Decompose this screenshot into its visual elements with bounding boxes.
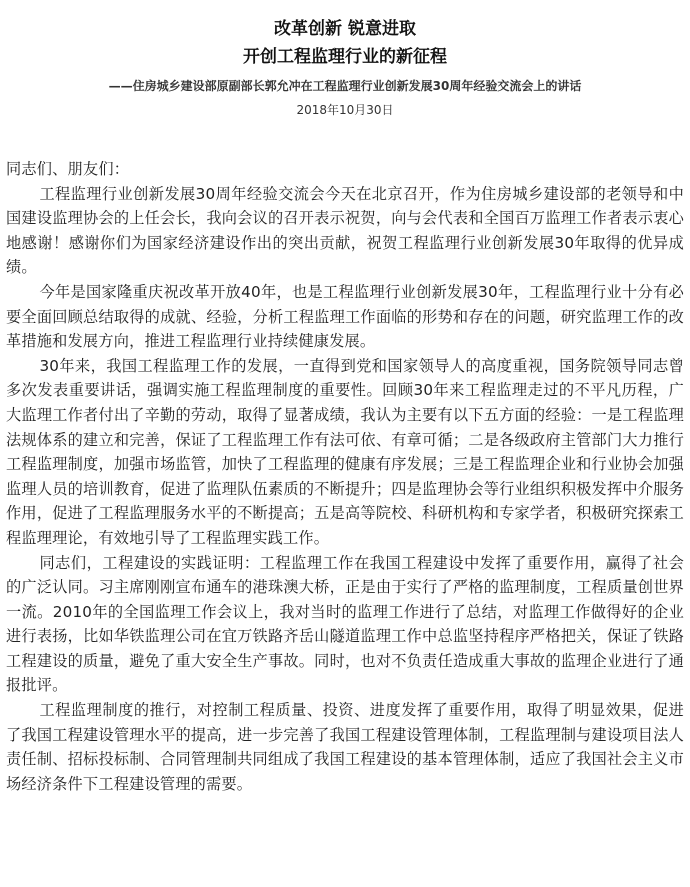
article-title-line-1: 改革创新 锐意进取	[274, 19, 416, 39]
article-date: 2018年10月30日	[296, 103, 394, 117]
article-subtitle: ——住房城乡建设部原副部长郭允冲在工程监理行业创新发展30周年经验交流会上的讲话	[108, 79, 582, 93]
paragraph-2: 今年是国家隆重庆祝改革开放40年，也是工程监理行业创新发展30年，工程监理行业十分有必要全面回顾总结取得的成就、经验，分析工程监理工作面临的形势和存在的问题，研究监理工作的改革措施和发展方向，推进工程监理行业持续健康发展。	[6, 282, 684, 351]
paragraph-5: 工程监理制度的推行，对控制工程质量、投资、进度发挥了重要作用，取得了明显效果，促进了我国工程建设管理水平的提高，进一步完善了我国工程建设管理体制，工程监理制与建设项目法人责任制、招标投标制、合同管理制共同组成了我国工程建设的基本管理体制，适应了我国社会主义市场经济条件下工程建设管理的需要。	[6, 701, 684, 793]
paragraph-4: 同志们，工程建设的实践证明：工程监理工作在我国工程建设中发挥了重要作用，赢得了社会的广泛认同。习主席刚刚宣布通车的港珠澳大桥，正是由于实行了严格的监理制度，工程质量创世界一流。2010年的全国监理工作会议上，我对当时的监理工作进行了总结，对监理工作做得好的企业进行表扬，比如华铁监理公司在宜万铁路齐岳山隧道监理工作中总监坚持程序严格把关，保证了铁路工程建设的质量，避免了重大安全生产事故。同时，也对不负责任造成重大事故的监理企业进行了通报批评。	[6, 553, 684, 695]
article-body	[6, 157, 684, 796]
paragraph-3: 30年来，我国工程监理工作的发展，一直得到党和国家领导人的高度重视，国务院领导同志曾多次发表重要讲话，强调实施工程监理制度的重要性。回顾30年来工程监理走过的不平凡历程，广大监理工作者付出了辛勤的劳动，取得了显著成绩，我认为主要有以下五方面的经验：一是工程监理法规体系的建立和完善，保证了工程监理工作有法可依、有章可循；二是各级政府主管部门大力推行工程监理制度，加强市场监管，加快了工程监理的健康有序发展；三是工程监理企业和行业协会加强监理人员的培训教育，促进了监理队伍素质的不断提升；四是监理协会等行业组织积极发挥中介服务作用，促进了工程监理服务水平的不断提高；五是高等院校、科研机构和专家学者，积极研究探索工程监理理论，有效地引导了工程监理实践工作。	[6, 356, 684, 547]
greeting: 同志们、朋友们：	[6, 160, 130, 178]
article-title-line-2: 开创工程监理行业的新征程	[243, 47, 447, 67]
paragraph-1: 工程监理行业创新发展30周年经验交流会今天在北京召开，作为住房城乡建设部的老领导和中国建设监理协会的上任会长，我向会议的召开表示祝贺，向与会代表和全国百万监理工作者表示衷心地感谢！感谢你们为国家经济建设作出的突出贡献，祝贺工程监理行业创新发展30年取得的优异成绩。	[6, 184, 684, 277]
